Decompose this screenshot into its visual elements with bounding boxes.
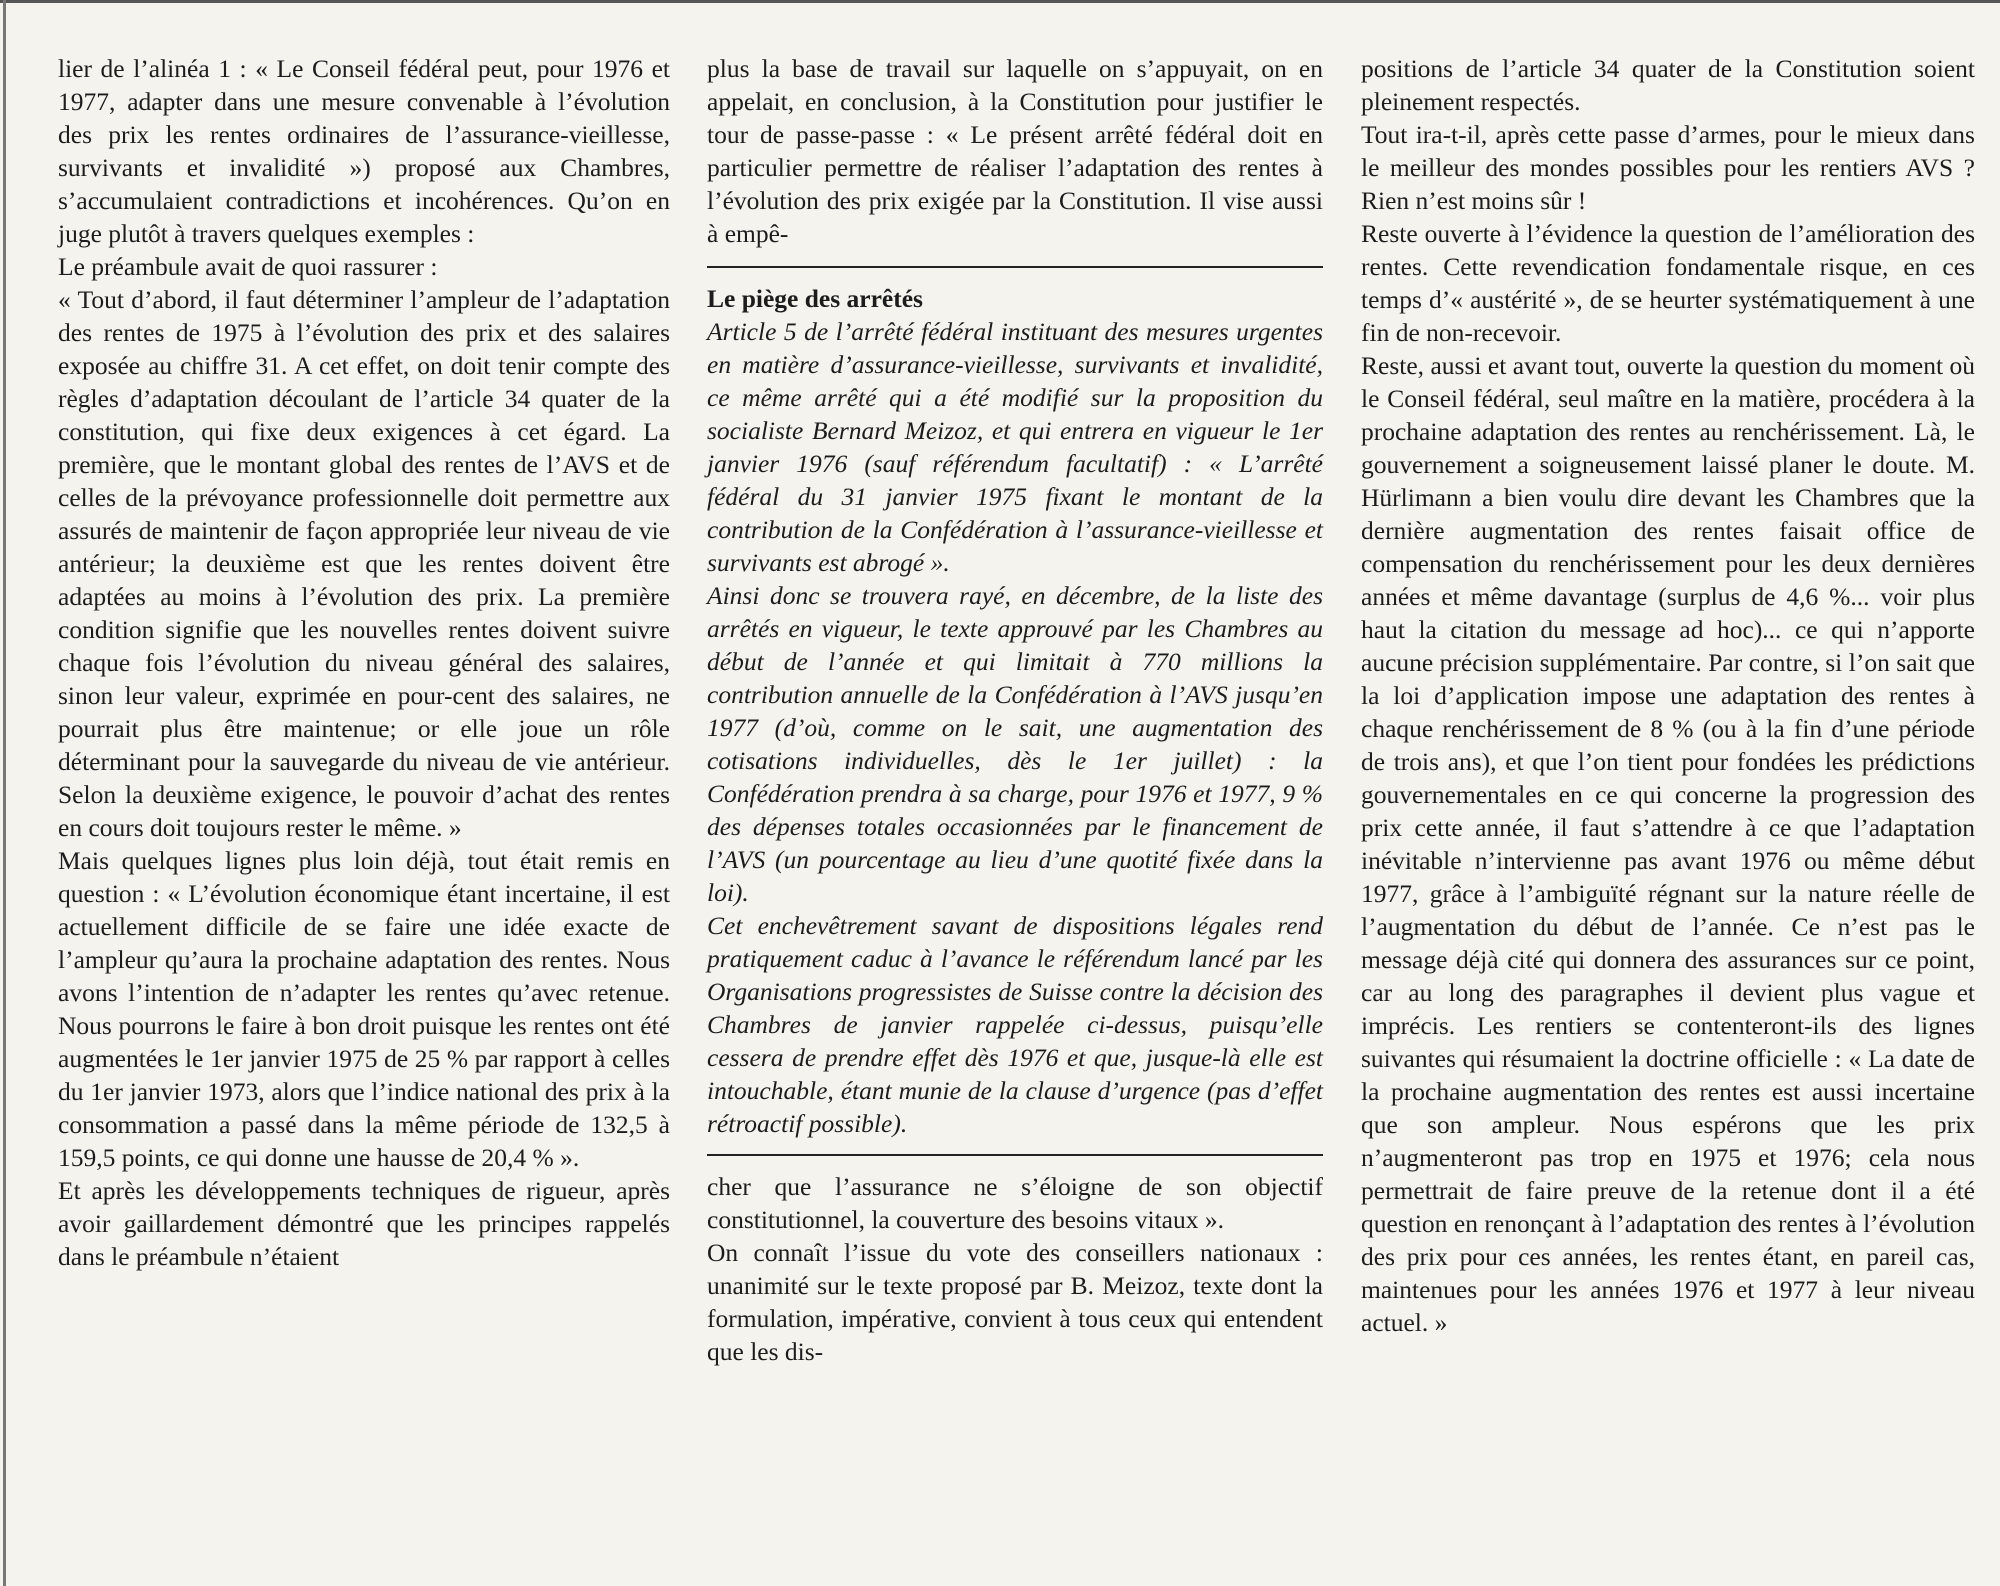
paragraph: Reste, aussi et avant tout, ouverte la question du moment où le Conseil fédéral, seul maître en la matière, procédera à la prochaine adaptation des rentes au renchérissement. Là, le gouvernement a soigneusement laissé planer le doute. M. Hürlimann a bien voulu dire devant les Chambres que la dernière augmentation des rentes faisait office de compensation du renchérissement pour les deux dernières années et même davantage (surplus de 4,6 %... voir plus haut la citation du message ad hoc)... ce qui n’apporte aucune précision supplémentaire. Par contre, si l’on sait que la loi d’application impose une adaptation des rentes à chaque renchérissement de 8 % (ou à la fin d’une période de trois ans), et que l’on tient pour fondées les prédictions gouvernementales en ce qui concerne la progression des prix cette année, il faut s’attendre à ce que l’adaptation inévitable n’intervienne pas avant 1976 ou même début 1977, grâce à l’ambiguïté régnant sur la nature réelle de l’augmentation du début de l’année. Ce n’est pas le message déjà cité qui donnera des assurances sur ce point, car au long des paragraphes il devient plus vague et imprécis. Les rentiers se contenteront-ils des lignes suivantes qui résumaient la doctrine officielle : « La date de la prochaine augmentation des rentes est aussi incertaine que son ampleur. Nous espérons que les prix n’augmenteront pas trop en 1975 et 1976; cela nous permettrait de faire preuve de la retenue dont il a été question en renonçant à l’adaptation des rentes à l’évolution des prix pour ces années, les rentes étant, en pareil cas, maintenues pour les années 1976 et 1977 à leur niveau actuel. » xyxy=(1361,351,1975,1337)
paragraph: cher que l’assurance ne s’éloigne de son objectif constitutionnel, la couverture des besoins vitaux ». xyxy=(707,1172,1323,1234)
paragraph: « Tout d’abord, il faut déterminer l’ampleur de l’adaptation des rentes de 1975 à l’évolution des prix et des salaires exposée au chiffre 31. A cet effet, on doit tenir compte des règles d’adaptation découlant de l’article 34 quater de la constitution, qui fixe deux exigences à cet égard. La première, que le montant global des rentes de l’AVS et de celles de la prévoyance professionnelle doit permettre aux assurés de maintenir de façon appropriée leur niveau de vie antérieur; la deuxième est que les rentes doivent être adaptées au moins à l’évolution des prix. La première condition signifie que les nouvelles rentes doivent suivre chaque fois l’évolution du niveau général des salaires, sinon leur valeur, exprimée en pour-cent des salaires, ne pourrait plus être maintenue; or elle joue un rôle déterminant pour la sauvegarde du niveau de vie antérieur. Selon la deuxième exigence, le pouvoir d’achat des rentes en cours doit toujours rester le même. » xyxy=(58,285,670,842)
left-edge-rule xyxy=(3,0,6,1586)
text-column-1 xyxy=(58,52,670,1273)
paragraph: Mais quelques lignes plus loin déjà, tout était remis en question : « L’évolution économique étant incertaine, il est actuellement difficile de se faire une idée exacte de l’ampleur qu’aura la prochaine adaptation des rentes. Nous avons l’intention de n’adapter les rentes qu’avec retenue. Nous pourrons le faire à bon droit puisque les rentes ont été augmentées le 1er janvier 1975 de 25 % par rapport à celles du 1er janvier 1973, alors que l’indice national des prix à la consommation a passé dans la même période de 132,5 à 159,5 points, ce qui donne une hausse de 20,4 % ». xyxy=(58,846,670,1172)
text-column-3 xyxy=(1361,52,1975,1339)
paragraph: Le préambule avait de quoi rassurer : xyxy=(58,252,438,281)
paragraph: positions de l’article 34 quater de la Constitution soient pleinement respectés. xyxy=(1361,54,1975,116)
box-bottom-rule xyxy=(707,1154,1323,1156)
sidebar-box xyxy=(707,282,1323,1140)
box-paragraph: Cet enchevêtrement savant de dispositions légales rend pratiquement caduc à l’avance le référendum lancé par les Organisations progressistes de Suisse contre la décision des Chambres de janvier rappelée ci-dessus, puisqu’elle cessera de prendre effet dès 1976 et que, jusque-là elle est intouchable, étant munie de la clause d’urgence (pas d’effet rétroactif possible). xyxy=(707,911,1323,1138)
paragraph: Et après les développements techniques de rigueur, après avoir gaillardement démontré que les principes rappelés dans le préambule n’étaient xyxy=(58,1176,670,1271)
top-edge-rule xyxy=(0,0,2000,3)
paragraph: Tout ira-t-il, après cette passe d’armes, pour le mieux dans le meilleur des mondes possibles pour les rentiers AVS ? Rien n’est moins sûr ! xyxy=(1361,120,1975,215)
paragraph: plus la base de travail sur laquelle on s’appuyait, on en appelait, en conclusion, à la Constitution pour justifier le tour de passe-passe : « Le présent arrêté fédéral doit en particulier permettre de réaliser l’adaptation des rentes à l’évolution des prix exigée par la Constitution. Il vise aussi à empê- xyxy=(707,54,1323,248)
box-paragraph: Ainsi donc se trouvera rayé, en décembre, de la liste des arrêtés en vigueur, le texte approuvé par les Chambres au début de l’année et qui limitait à 770 millions la contribution annuelle de la Confédération à l’AVS jusqu’en 1977 (d’où, comme on le sait, une augmentation des cotisations individuelles, dès le 1er juillet) : la Confédération prendra à sa charge, pour 1976 et 1977, 9 % des dépenses totales occasionnées par le financement de l’AVS (un pourcentage au lieu d’une quotité fixée dans la loi). xyxy=(707,581,1323,907)
box-paragraph: Article 5 de l’arrêté fédéral instituant des mesures urgentes en matière d’assurance-vieillesse, survivants et invalidité, ce même arrêté qui a été modifié sur la proposition du socialiste Bernard Meizoz, et qui entrera en vigueur le 1er janvier 1976 (sauf référendum facultatif) : « L’arrêté fédéral du 31 janvier 1975 fixant le montant de la contribution de la Confédération à l’assurance-vieillesse et survivants est abrogé ». xyxy=(707,317,1323,577)
paragraph: Reste ouverte à l’évidence la question de l’amélioration des rentes. Cette revendication fondamentale risque, en ces temps d’« austérité », de se heurter systématiquement à une fin de non-recevoir. xyxy=(1361,219,1975,347)
box-title: Le piège des arrêtés xyxy=(707,284,923,313)
box-top-rule xyxy=(707,266,1323,268)
paragraph: lier de l’alinéa 1 : « Le Conseil fédéral peut, pour 1976 et 1977, adapter dans une mesure convenable à l’évolution des prix les rentes ordinaires de l’assurance-vieillesse, survivants et invalidité ») proposé aux Chambres, s’accumulaient contradictions et incohérences. Qu’on en juge plutôt à travers quelques exemples : xyxy=(58,54,670,248)
paragraph: On connaît l’issue du vote des conseillers nationaux : unanimité sur le texte proposé par B. Meizoz, texte dont la formulation, impérative, convient à tous ceux qui entendent que les dis- xyxy=(707,1238,1323,1366)
text-column-2 xyxy=(707,52,1323,1368)
